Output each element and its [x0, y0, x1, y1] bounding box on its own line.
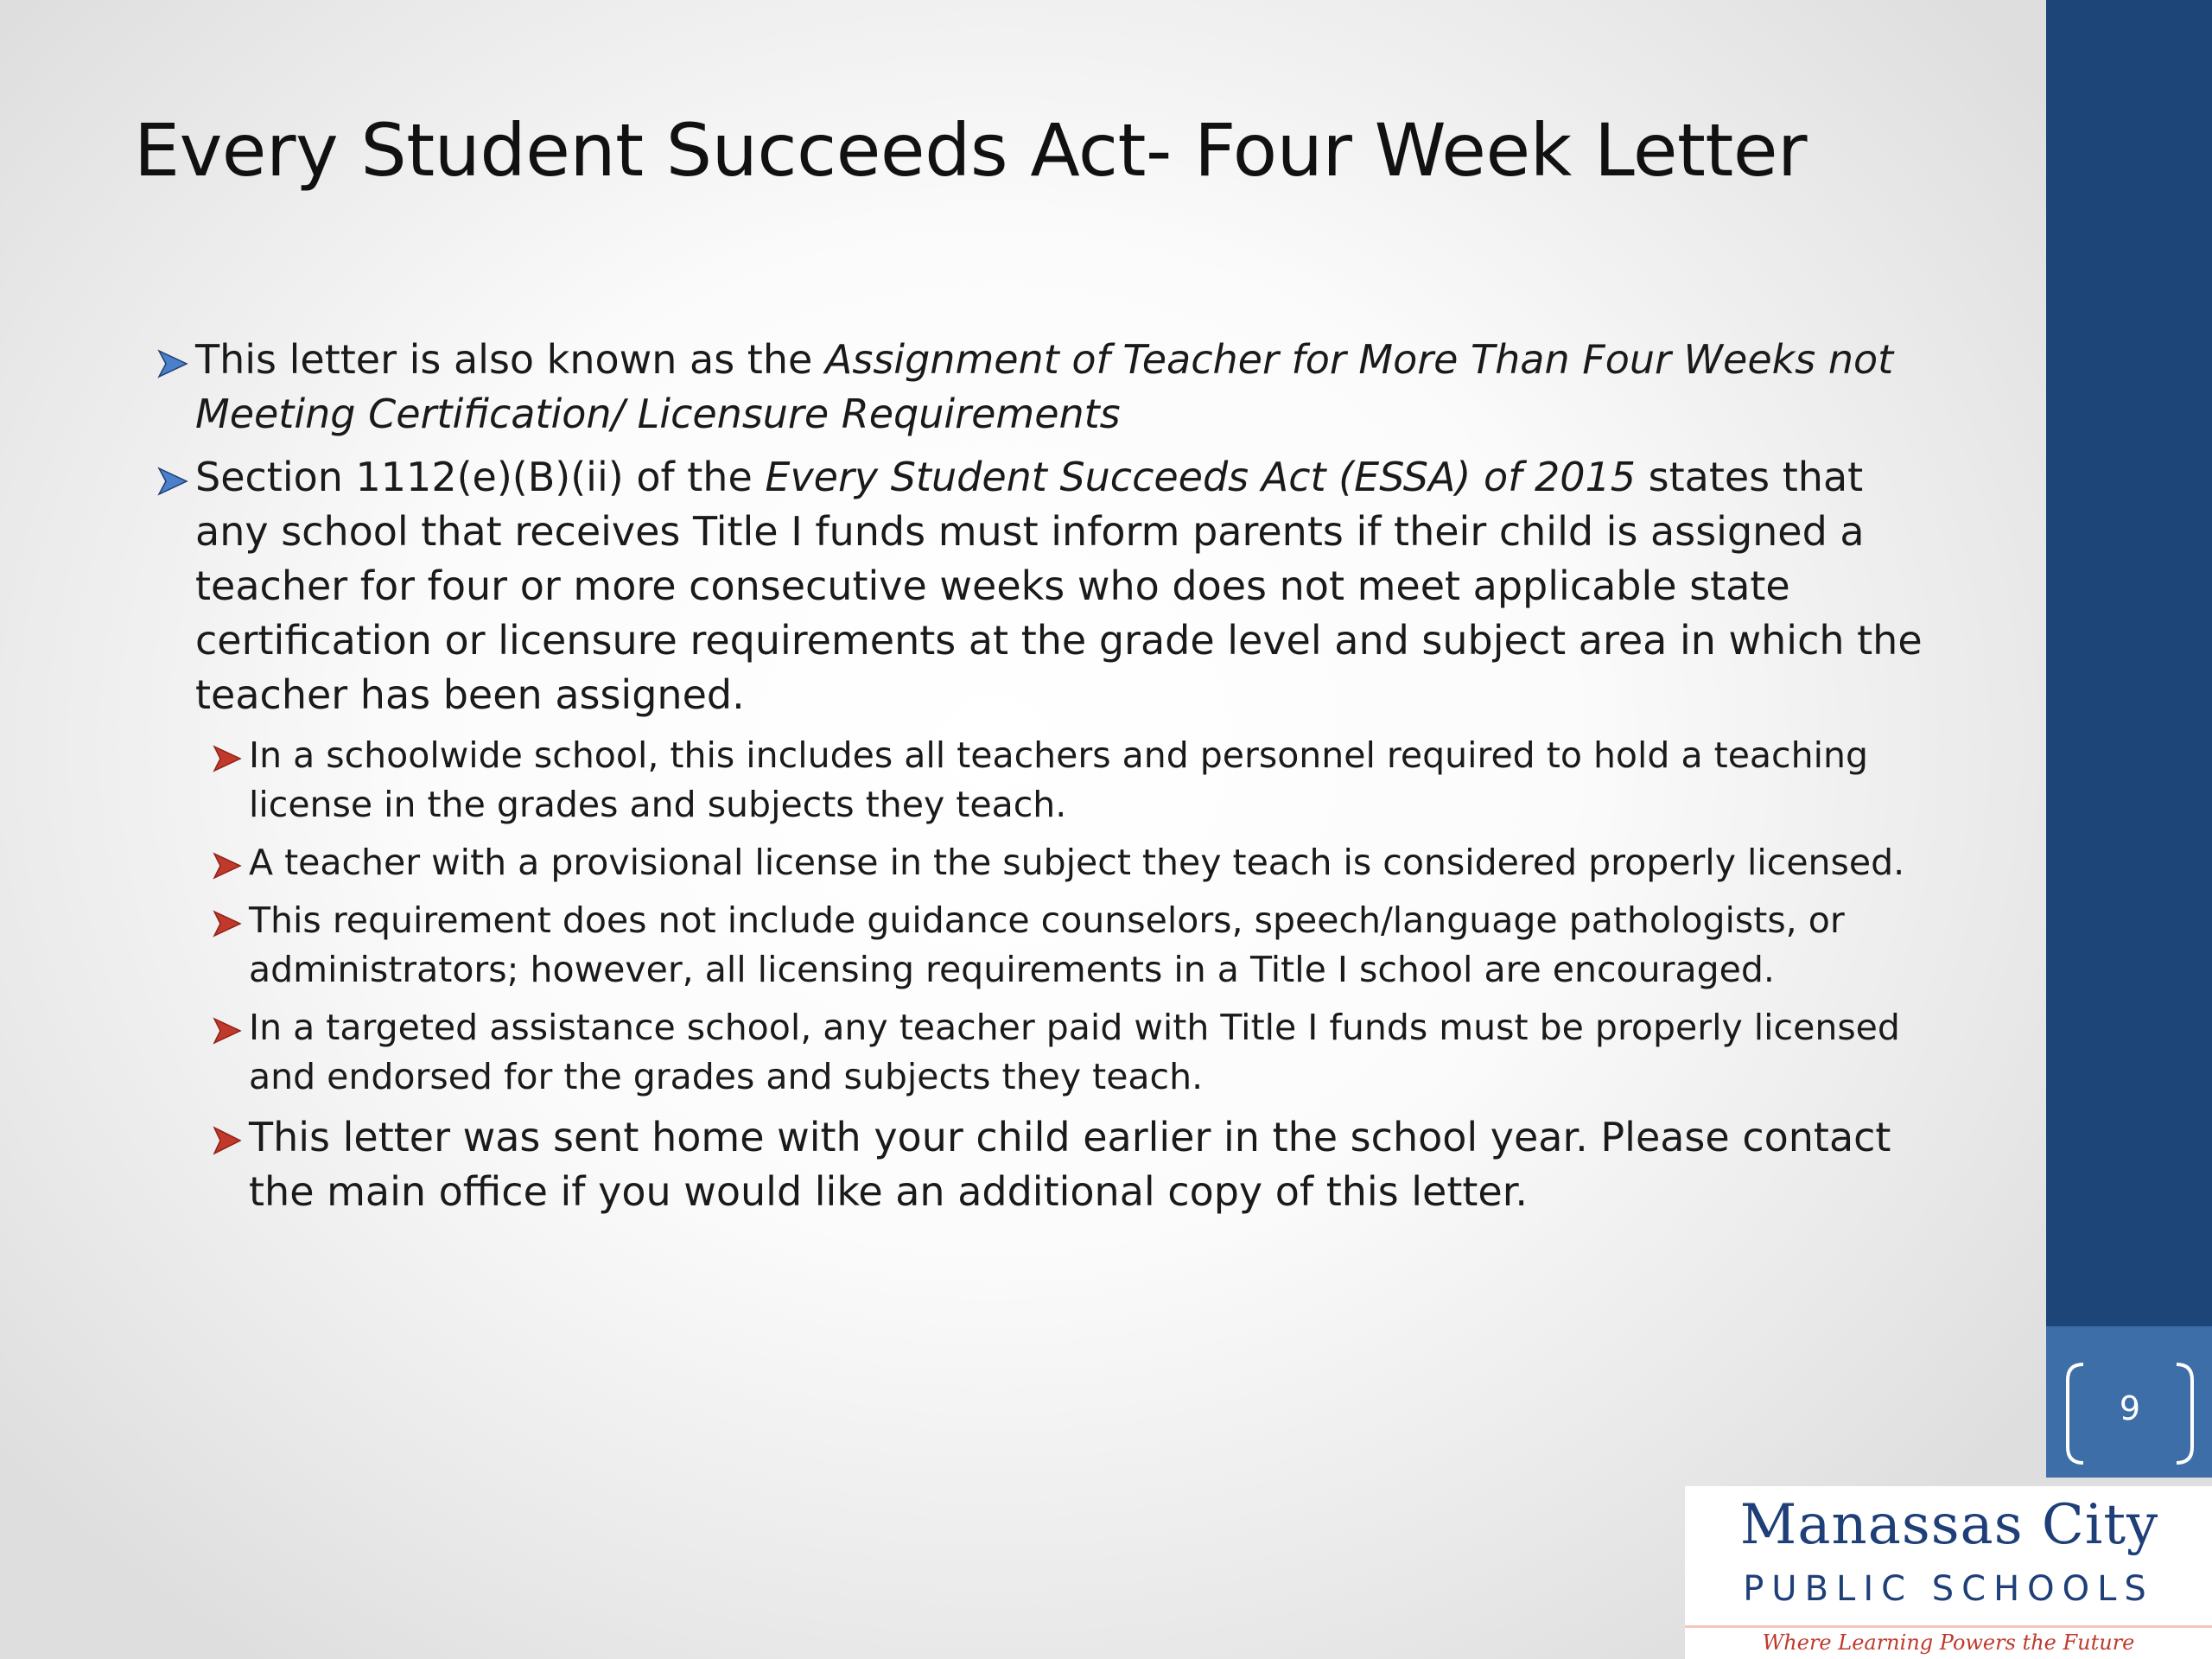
- school-logo: [1685, 1486, 2212, 1659]
- page-number-bracket: [2061, 1361, 2199, 1466]
- sub-bullet-text: In a targeted assistance school, any teacher paid with Title I funds must be properly licensed and endorsed for the grades and subjects they teach.: [249, 1007, 1900, 1097]
- slide-title: Every Student Succeeds Act- Four Week Letter: [134, 108, 1808, 193]
- sub-bullet-arrow-icon: [209, 1003, 244, 1052]
- bullet-arrow-icon: [156, 333, 190, 387]
- logo-name: Manassas City: [1739, 1493, 2159, 1557]
- sub-bullet-text: A teacher with a provisional license in the subject they teach is considered properly licensed.: [249, 842, 1905, 883]
- sub-bullet-item: [156, 1110, 1936, 1219]
- logo-subtitle: PUBLIC SCHOOLS: [1743, 1569, 2154, 1609]
- sub-bullet-arrow-icon: [209, 1110, 244, 1165]
- bullet-item: [156, 333, 1936, 442]
- logo-divider: [1685, 1625, 2212, 1628]
- sub-bullet-arrow-icon: [209, 838, 244, 887]
- sub-bullet-arrow-icon: [209, 896, 244, 945]
- bullet-italic-text: Assignment of Teacher for More Than Four Weeks not Meeting Certification/ Licensure Requirements: [195, 336, 1894, 437]
- bullet-italic-text: Every Student Succeeds Act (ESSA) of 2015: [765, 454, 1637, 500]
- bullet-text: Section 1112(e)(B)(ii) of the: [195, 454, 766, 500]
- sub-bullet-arrow-icon: [209, 731, 244, 780]
- sidebar-accent-bar: [2046, 0, 2212, 1326]
- bullet-arrow-icon: [156, 450, 190, 505]
- slide-body: [156, 333, 1936, 1228]
- sub-bullet-text: This requirement does not include guidance counselors, speech/language pathologists, or administrators; however, all licensing requirements in a Title I school are encouraged.: [249, 899, 1845, 990]
- logo-tagline: Where Learning Powers the Future: [1762, 1630, 2135, 1655]
- bullet-item: [156, 450, 1936, 722]
- sub-bullet-item: [156, 838, 1936, 887]
- bullet-text: This letter is also known as the: [195, 336, 825, 383]
- sub-bullet-text: In a schoolwide school, this includes all teachers and personnel required to hold a teaching license in the grades and subjects they teach.: [249, 734, 1868, 825]
- sub-bullet-item: [156, 896, 1936, 995]
- page-number: 9: [2119, 1389, 2141, 1427]
- bullet-text-after: states that any school that receives Title I funds must inform parents if their child is assigned a teacher for four or more consecutive weeks who does not meet applicable state certification or licensure requirements at the grade level and subject area in which the teacher has been assigned.: [195, 454, 1923, 718]
- sub-bullet-item: [156, 731, 1936, 830]
- sub-bullet-text: This letter was sent home with your child earlier in the school year. Please contact the main office if you would like an additional copy of this letter.: [249, 1114, 1891, 1215]
- sub-bullet-item: [156, 1003, 1936, 1102]
